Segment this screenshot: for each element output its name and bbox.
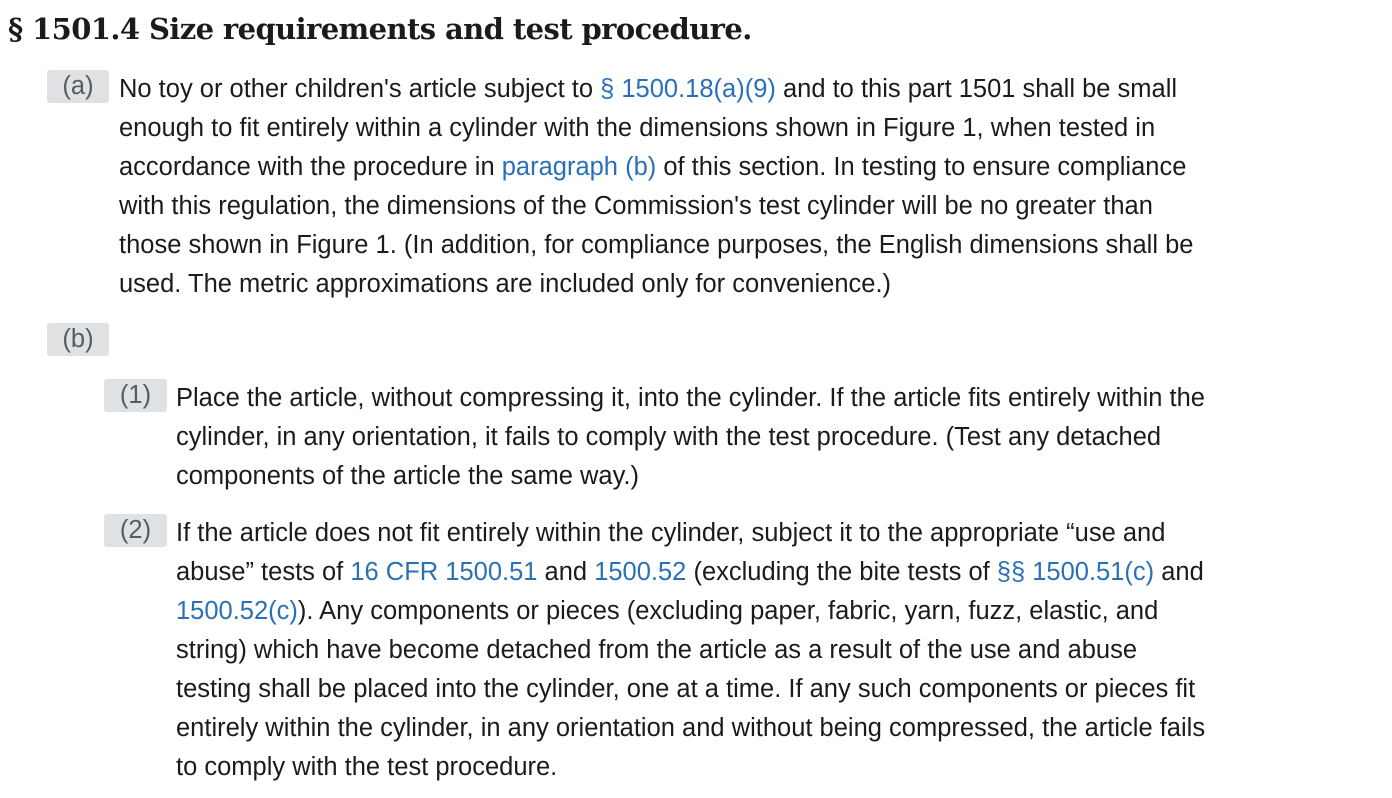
paragraph-b-2-line-7: to comply with the test procedure. xyxy=(176,753,558,781)
paragraph-b-2-line-6: entirely within the cylinder, in any orientation and without being compressed, the article fails xyxy=(176,714,1206,742)
link-1500-51-c[interactable]: §§ 1500.51(c) xyxy=(996,558,1155,586)
link-16-cfr-1500-51[interactable]: 16 CFR 1500.51 xyxy=(350,558,538,586)
paragraph-a-text xyxy=(119,70,1193,304)
paragraph-a-line-3 xyxy=(119,148,1193,187)
paragraph-a-line-1 xyxy=(119,70,1193,109)
link-1500-18-a-9[interactable]: § 1500.18(a)(9) xyxy=(600,75,776,103)
paragraph-a-line-4: with this regulation, the dimensions of the Commission's test cylinder will be no greater than xyxy=(119,192,1153,220)
text-segment: and to this part 1501 shall be small xyxy=(775,75,1178,103)
paragraph-a-label: (a) xyxy=(47,70,109,103)
paragraph-b-2-line-3 xyxy=(176,592,1205,631)
text-segment: and xyxy=(537,558,595,586)
section-title: § 1501.4 Size requirements and test procedure. xyxy=(8,12,752,46)
paragraph-b-1-line-2: cylinder, in any orientation, it fails to comply with the test procedure. (Test any detached xyxy=(176,423,1162,451)
paragraph-b-2-label: (2) xyxy=(104,514,167,547)
paragraph-b-1-line-3: components of the article the same way.) xyxy=(176,462,639,490)
link-1500-52-c[interactable]: 1500.52(c) xyxy=(176,597,298,625)
paragraph-b-1-line-1: Place the article, without compressing it, into the cylinder. If the article fits entirely within the xyxy=(176,384,1205,412)
paragraph-b-1-text xyxy=(176,379,1205,496)
text-segment: (excluding the bite tests of xyxy=(686,558,997,586)
text-segment: accordance with the procedure in xyxy=(119,153,502,181)
link-1500-52[interactable]: 1500.52 xyxy=(594,558,687,586)
paragraph-b-2-line-1: If the article does not fit entirely within the cylinder, subject it to the appropriate “use and xyxy=(176,519,1166,547)
paragraph-a-line-5: those shown in Figure 1. (In addition, for compliance purposes, the English dimensions shall be xyxy=(119,231,1194,259)
paragraph-b-2-text xyxy=(176,514,1205,787)
paragraph-b-2-line-4: string) which have become detached from the article as a result of the use and abuse xyxy=(176,636,1138,664)
text-segment: abuse” tests of xyxy=(176,558,351,586)
paragraph-b-1-label: (1) xyxy=(104,379,167,412)
text-segment: of this section. In testing to ensure compliance xyxy=(656,153,1187,181)
paragraph-a-line-6: used. The metric approximations are included only for convenience.) xyxy=(119,270,892,298)
link-paragraph-b[interactable]: paragraph (b) xyxy=(501,153,657,181)
text-segment: No toy or other children's article subject to xyxy=(119,75,601,103)
paragraph-b-2-line-2 xyxy=(176,553,1205,592)
text-segment: and xyxy=(1154,558,1204,586)
paragraph-b-2-line-5: testing shall be placed into the cylinder, one at a time. If any such components or pieces fit xyxy=(176,675,1196,703)
paragraph-a-line-2: enough to fit entirely within a cylinder with the dimensions shown in Figure 1, when tested in xyxy=(119,114,1156,142)
text-segment: ). Any components or pieces (excluding paper, fabric, yarn, fuzz, elastic, and xyxy=(297,597,1159,625)
paragraph-b-label: (b) xyxy=(47,323,109,356)
